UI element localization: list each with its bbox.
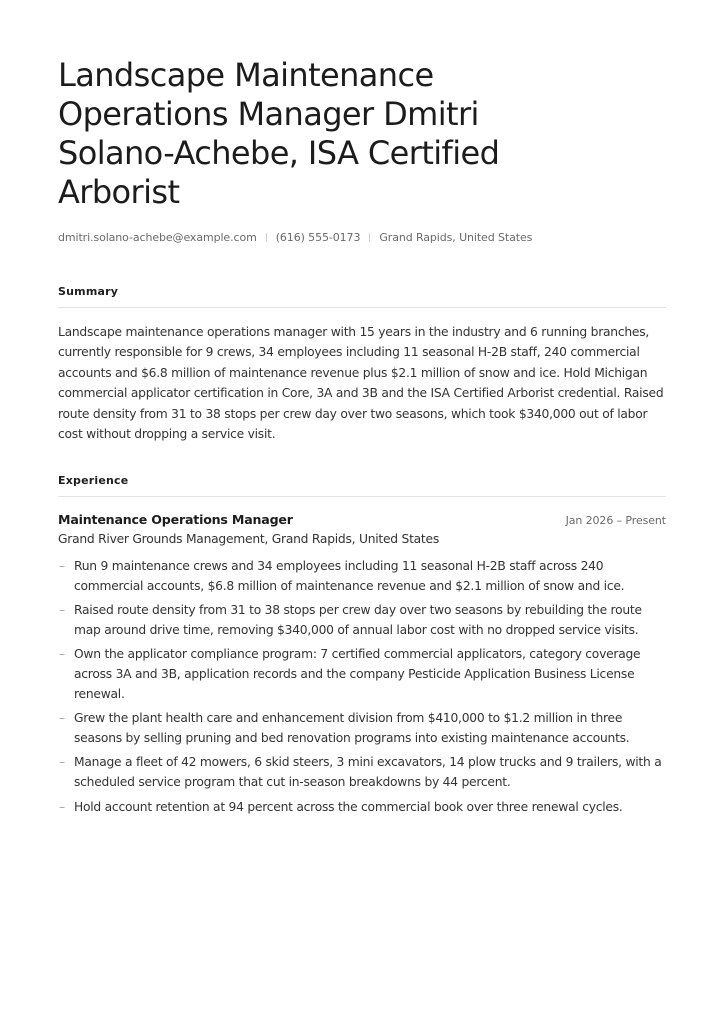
bullet-dash-icon: – [59,559,65,573]
job-bullet-text: Run 9 maintenance crews and 34 employees including 11 seasonal H-2B staff across 240 commercial accounts, $6.8 million of maintenance revenue and $2.1 million of snow and ice. [74,559,625,593]
job-dates: Jan 2026 – Present [565,514,666,527]
job-bullet-list [58,557,666,822]
candidate-name-heading: Landscape Maintenance Operations Manager Dmitri Solano-Achebe, ISA Certified Arborist [58,56,500,211]
job-bullet-text: Grew the plant health care and enhancement division from $410,000 to $1.2 million in three seasons by selling pruning and bed renovation programs into existing maintenance accounts. [74,711,630,745]
experience-divider [58,496,666,497]
contact-divider [369,233,370,242]
bullet-dash-icon: – [59,755,65,770]
contact-divider [266,233,267,242]
summary-section-title: Summary [58,285,119,298]
phone-number: (616) 555-0173 [275,231,361,244]
experience-section-title: Experience [58,474,129,487]
job-bullet-text: Raised route density from 31 to 38 stops per crew day over two seasons by rebuilding the route map around drive time, removing $340,000 of annual labor cost with no dropped service visits. [74,603,642,637]
location-text: Grand Rapids, United States [379,231,533,244]
bullet-dash-icon: – [59,711,65,726]
contact-line [58,231,532,244]
summary-divider [58,307,666,308]
job-bullet [58,601,666,640]
job-bullet [58,753,666,792]
job-bullet [58,557,666,596]
job-company: Grand River Grounds Management, Grand Rapids, United States [58,532,439,546]
bullet-dash-icon: – [59,799,65,814]
job-bullet [58,709,666,748]
job-bullet-text: Hold account retention at 94 percent across the commercial book over three renewal cycles. [74,799,623,814]
bullet-dash-icon: – [59,603,65,618]
bullet-dash-icon: – [59,647,65,662]
job-bullet-text: Manage a fleet of 42 mowers, 6 skid steers, 3 mini excavators, 14 plow trucks and 9 trailers, with a scheduled service program that cut in-season breakdowns by 44 percent. [74,755,662,789]
job-bullet [58,645,666,704]
job-role-title: Maintenance Operations Manager [58,512,293,527]
job-bullet-text: Own the applicator compliance program: 7 certified commercial applicators, category coverage across 3A and 3B, application records and the company Pesticide Application Business License renewal. [74,647,641,701]
job-bullet [58,798,666,818]
email-link[interactable]: dmitri.solano-achebe@example.com [58,231,257,244]
summary-text: Landscape maintenance operations manager with 15 years in the industry and 6 running branches, currently responsible for 9 crews, 34 employees including 11 seasonal H-2B staff, 240 commercial accounts and $6.8 million of maintenance revenue plus $2.1 million of snow and ice. Hold Michigan commercial applicator certification in Core, 3A and 3B and the ISA Certified Arborist credential. Raised route density from 31 to 38 stops per crew day over two seasons, which took $340,000 out of labor cost without dropping a service visit. [58,325,664,442]
